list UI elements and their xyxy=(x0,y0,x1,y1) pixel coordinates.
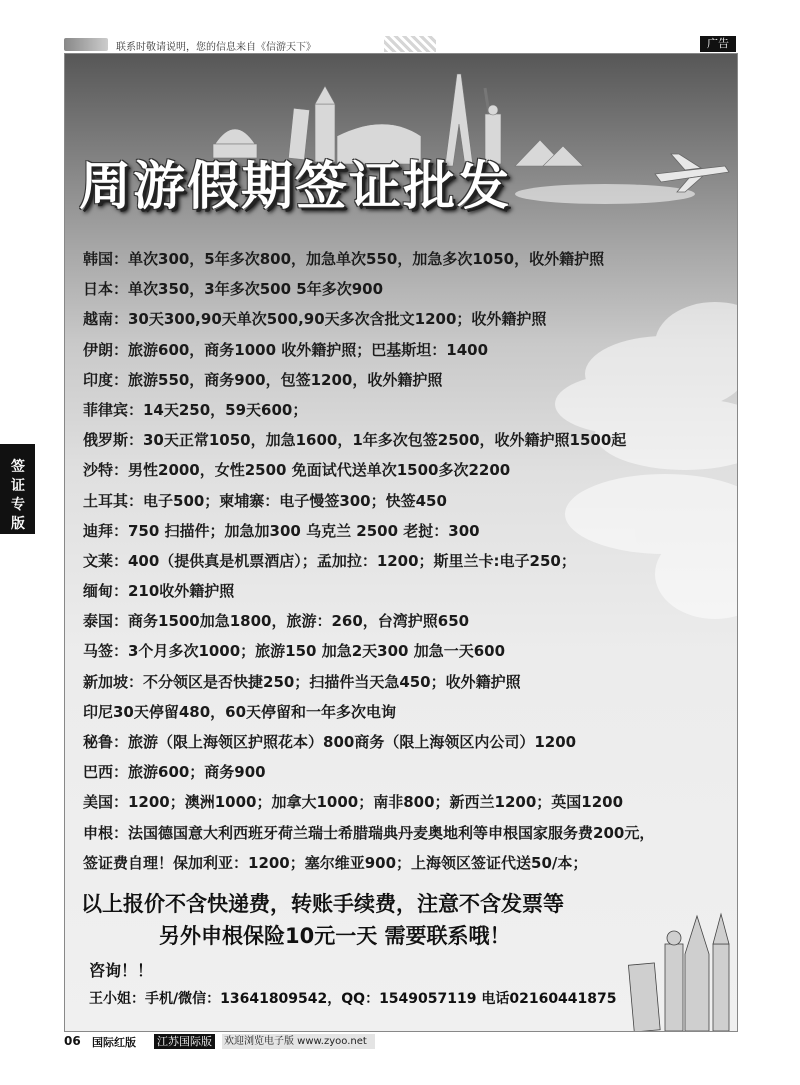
header-note: 联系时敬请说明，您的信息来自《信游天下》 xyxy=(116,42,316,53)
magazine-logo xyxy=(64,38,108,51)
visa-line-usa: 美国：1200；澳洲1000；加拿大1000；南非800；新西兰1200；英国1200 xyxy=(83,793,624,812)
price-note: 以上报价不含快递费，转账手续费，注意不含发票等 xyxy=(81,892,564,916)
visa-line-japan: 日本：单次350，3年多次500 5年多次900 xyxy=(83,280,384,299)
visa-line-russia: 俄罗斯：30天正常1050，加急1600，1年多次包签2500，收外籍护照1500起 xyxy=(83,431,627,450)
visa-line-malaysia: 马签：3个月多次1000；旅游150 加急2天300 加急一天600 xyxy=(83,642,506,661)
visa-price-list xyxy=(83,244,723,878)
website-link[interactable]: 欢迎浏览电子版 www.zyoo.net xyxy=(222,1034,375,1049)
visa-line-myanmar: 缅甸：210收外籍护照 xyxy=(83,582,235,601)
visa-line-dubai: 迪拜：750 扫描件；加急加300 乌克兰 2500 老挝：300 xyxy=(83,521,480,540)
edition-label: 国际红版 xyxy=(92,1036,136,1049)
visa-line-brunei: 文莱：400（提供真是机票酒店）；孟加拉：1200；斯里兰卡:电子250； xyxy=(83,551,576,570)
consult-heading: 咨询！！ xyxy=(89,961,154,980)
visa-line-schengen-cont: 签证费自理！保加利亚：1200；塞尔维亚900；上海领区签证代送50/本； xyxy=(83,853,588,872)
ad-label: 广告 xyxy=(700,36,736,52)
side-tab xyxy=(0,444,35,534)
edition-badge: 江苏国际版 xyxy=(154,1034,215,1049)
contact-info: 王小姐：手机/微信：13641809542，QQ：1549057119 电话02160441875 xyxy=(89,991,617,1007)
visa-line-saudi: 沙特：男性2000，女性2500 免面试代送单次1500多次2200 xyxy=(83,461,511,480)
visa-line-singapore: 新加坡：不分领区是否快捷250；扫描件当天急450；收外籍护照 xyxy=(83,672,521,691)
page-title: 周游假期签证批发 xyxy=(79,157,512,217)
page-footer xyxy=(64,1034,394,1050)
side-tab-label: 签证专版 xyxy=(11,459,25,532)
visa-line-philippines: 菲律宾：14天250，59天600； xyxy=(83,400,308,419)
insurance-note: 另外申根保险10元一天 需要联系哦！ xyxy=(159,924,511,948)
visa-line-brazil: 巴西：旅游600；商务900 xyxy=(83,763,266,782)
visa-line-korea: 韩国：单次300，5年多次800，加急单次550，加急多次1050，收外籍护照 xyxy=(83,250,605,268)
visa-line-iran: 伊朗：旅游600，商务1000 收外籍护照；巴基斯坦：1400 xyxy=(83,340,489,359)
visa-line-india: 印度：旅游550，商务900，包签1200，收外籍护照 xyxy=(83,370,443,389)
advert-panel xyxy=(64,53,738,1032)
visa-line-thailand: 泰国：商务1500加急1800，旅游：260，台湾护照650 xyxy=(83,612,470,631)
visa-line-indonesia: 印尼30天停留480，60天停留和一年多次电询 xyxy=(83,702,397,721)
page-number: 06 xyxy=(64,1034,81,1048)
visa-line-turkey: 土耳其：电子500；柬埔寨：电子慢签300；快签450 xyxy=(83,491,447,510)
visa-line-peru: 秘鲁：旅游（限上海领区护照花本）800商务（限上海领区内公司）1200 xyxy=(83,733,577,751)
header-pattern xyxy=(384,36,436,52)
visa-line-vietnam: 越南：30天300,90天单次500,90天多次含批文1200；收外籍护照 xyxy=(83,310,547,329)
visa-line-schengen: 申根：法国德国意大利西班牙荷兰瑞士希腊瑞典丹麦奥地利等申根国家服务费200元， xyxy=(83,823,655,842)
